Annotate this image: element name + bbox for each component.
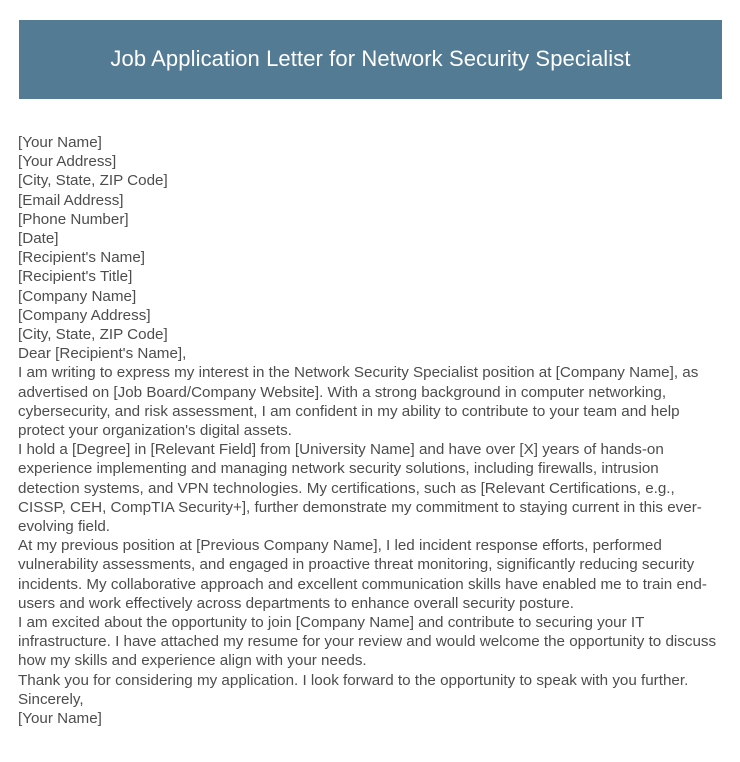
sender-address-block: [18, 133, 723, 229]
recipient-line-city: [City, State, ZIP Code]: [18, 326, 168, 344]
recipient-line-name: [Recipient's Name]: [18, 249, 145, 267]
recipient-line-address: [Company Address]: [18, 306, 151, 324]
sender-line-phone: [Phone Number]: [18, 210, 129, 228]
paragraph-experience: At my previous position at [Previous Company Name], I led incident response efforts, performed vulnerability assessments, and engaged in proactive threat monitoring, significantly reducing security incidents. My collaborative approach and excellent communication skills have enabled me to train end-users and work effectively across departments to enhance overall security posture.: [18, 537, 707, 612]
sender-line-name: [Your Name]: [18, 134, 102, 151]
recipient-line-company: [Company Name]: [18, 287, 137, 305]
salutation-line: Dear [Recipient's Name],: [18, 345, 187, 363]
letter-header-banner: [19, 20, 722, 99]
body-paragraphs: [18, 363, 723, 689]
closing-block: [18, 690, 723, 728]
signature-name-line: [Your Name]: [18, 710, 102, 728]
salutation-block: [18, 344, 723, 363]
sender-line-email: [Email Address]: [18, 191, 124, 209]
date-block: [18, 229, 723, 248]
page-title: Job Application Letter for Network Security Specialist: [110, 46, 631, 72]
paragraph-intro: I am writing to express my interest in the Network Security Specialist position at [Company Name], as advertised on [Job Board/Company Website]. With a strong background in computer networking, cybersecurity, and risk assessment, I am confident in my ability to contribute to your team and help protect your organization's digital assets.: [18, 364, 699, 440]
date-line: [Date]: [18, 230, 59, 248]
valediction-line: Sincerely,: [18, 690, 84, 708]
sender-line-city: [City, State, ZIP Code]: [18, 172, 168, 190]
recipient-address-block: [18, 248, 723, 344]
sender-line-address: [Your Address]: [18, 153, 117, 171]
paragraph-thanks: Thank you for considering my application. I look forward to the opportunity to speak with you further.: [18, 671, 689, 689]
recipient-line-title: [Recipient's Title]: [18, 268, 133, 286]
paragraph-qualifications: I hold a [Degree] in [Relevant Field] from [University Name] and have over [X] years of hands-on experience implementing and managing network security solutions, including firewalls, intrusion detection systems, and VPN technologies. My certifications, such as [Relevant Certifications, e.g., CISSP, CEH, CompTIA Security+], further demonstrate my commitment to staying current in this ever-evolving field.: [18, 441, 702, 536]
letter-body: [18, 133, 723, 728]
paragraph-motivation: I am excited about the opportunity to join [Company Name] and contribute to securing your IT infrastructure. I have attached my resume for your review and would welcome the opportunity to discuss how my skills and experience align with your needs.: [18, 614, 717, 670]
